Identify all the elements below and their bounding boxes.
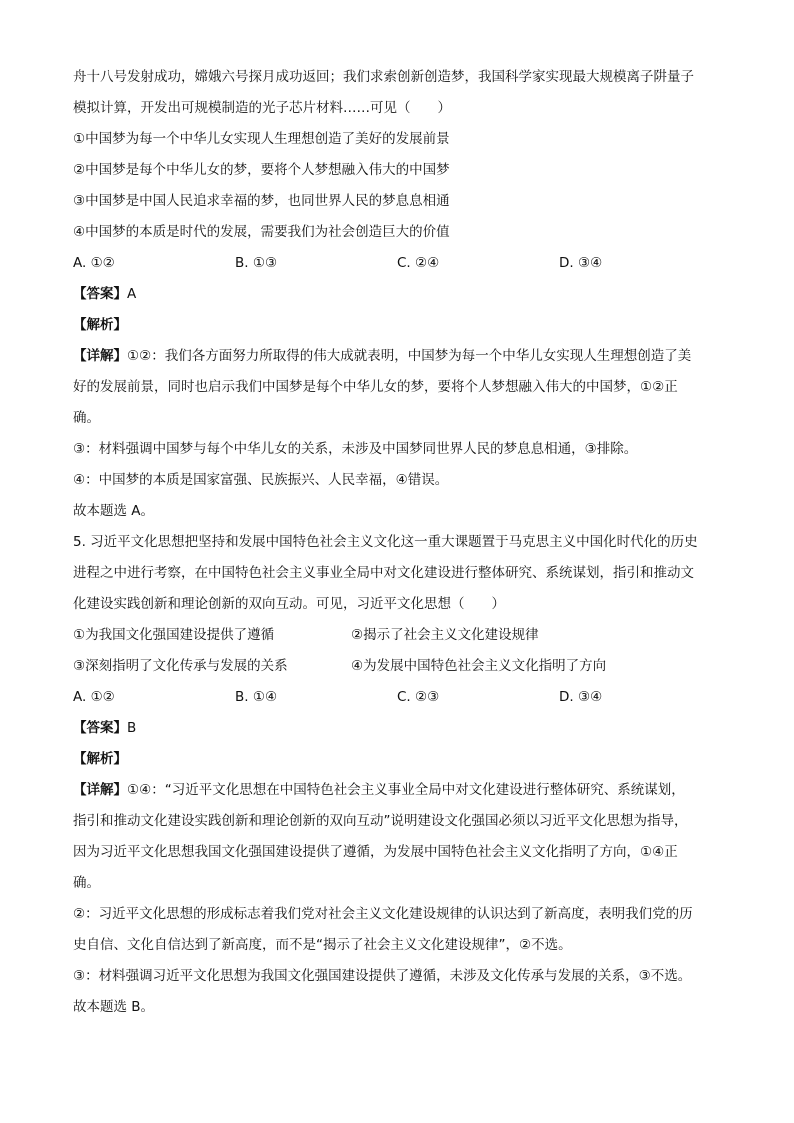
q4-analysis-heading xyxy=(73,310,725,341)
q5-answer xyxy=(73,713,725,744)
q5-stem-line-3: 化建设实践创新和理论创新的双向互动。可见，习近平文化思想（ ） xyxy=(73,596,505,612)
q5-item-2: ②揭示了社会主义文化建设规律 xyxy=(351,627,539,643)
q5-item-1: ①为我国文化强国建设提供了遵循 xyxy=(73,627,275,643)
q5-detail-line-6: 史自信、文化自信达到了新高度，而不是“揭示了社会主义文化建设规律”，②不选。 xyxy=(73,937,572,953)
q5-option-c: C. ②③ xyxy=(397,689,440,705)
q5-detail-line-3: 因为习近平文化思想我国文化强国建设提供了遵循，为发展中国特色社会主义文化指明了方向，①④正 xyxy=(73,844,678,860)
q5-stem-line-2: 进程之中进行考察，在中国特色社会主义事业全局中对文化建设进行整体研究、系统谋划，指引和推动文 xyxy=(73,565,694,581)
q4-item-3: ③中国梦是中国人民追求幸福的梦，也同世界人民的梦息息相通 xyxy=(73,193,450,209)
q5-option-b: B. ①④ xyxy=(235,689,278,705)
q5-detail-line-2: 指引和推动文化建设实践创新和理论创新的双向互动”说明建设文化强国必须以习近平文化思想为指导， xyxy=(73,813,688,829)
q4-conclusion: 故本题选 A。 xyxy=(73,503,155,519)
q4-answer-value: A xyxy=(127,286,137,302)
q5-detail-line-7: ③：材料强调习近平文化思想为我国文化强国建设提供了遵循，未涉及文化传承与发展的关系，③不选。 xyxy=(73,968,692,984)
q5-analysis-heading xyxy=(73,744,725,775)
q5-items-row-1 xyxy=(73,620,725,651)
q4-stem-line-2: 模拟计算，开发出可规模制造的光子芯片材料……可见（ ） xyxy=(73,100,451,116)
q5-detail-line-4: 确。 xyxy=(73,875,100,891)
q4-answer-tag: 【答案】 xyxy=(73,286,127,302)
q4-option-a: A. ①② xyxy=(73,255,115,271)
q4-detail-line-4: ③：材料强调中国梦与每个中华儿女的关系，未涉及中国梦同世界人民的梦息息相通，③排除。 xyxy=(73,441,638,457)
q4-analysis-tag: 【解析】 xyxy=(73,317,127,333)
q5-options xyxy=(73,682,725,713)
q4-stem-line-1: 舟十八号发射成功，嫦娥六号探月成功返回；我们求索创新创造梦，我国科学家实现最大规模离子阱量子 xyxy=(73,69,694,85)
q5-option-a: A. ①② xyxy=(73,689,115,705)
q5-item-3: ③深刻指明了文化传承与发展的关系 xyxy=(73,658,288,674)
q4-item-1: ①中国梦为每一个中华儿女实现人生理想创造了美好的发展前景 xyxy=(73,131,450,147)
q4-detail-line-3: 确。 xyxy=(73,410,100,426)
q5-option-d: D. ③④ xyxy=(559,689,603,705)
q5-stem-line-1: 5. 习近平文化思想把坚持和发展中国特色社会主义文化这一重大课题置于马克思主义中国化时代化的历史 xyxy=(73,534,698,550)
q5-item-4: ④为发展中国特色社会主义文化指明了方向 xyxy=(351,658,607,674)
q4-answer xyxy=(73,279,725,310)
q4-detail-text-1: ①②：我们各方面努力所取得的伟大成就表明，中国梦为每一个中华儿女实现人生理想创造了美 xyxy=(127,348,692,364)
q5-detail-text-1: ①④：“习近平文化思想在中国特色社会主义事业全局中对文化建设进行整体研究、系统谋划， xyxy=(127,782,685,798)
q5-detail-tag: 【详解】 xyxy=(73,782,127,798)
q4-item-4: ④中国梦的本质是时代的发展，需要我们为社会创造巨大的价值 xyxy=(73,224,450,240)
q5-answer-value: B xyxy=(127,720,137,736)
q4-option-b: B. ①③ xyxy=(235,255,278,271)
q4-options xyxy=(73,248,725,279)
q4-option-d: D. ③④ xyxy=(559,255,603,271)
q4-detail-line-5: ④：中国梦的本质是国家富强、民族振兴、人民幸福，④错误。 xyxy=(73,472,449,488)
q5-answer-tag: 【答案】 xyxy=(73,720,127,736)
q5-detail-line-1 xyxy=(73,775,725,806)
q5-analysis-tag: 【解析】 xyxy=(73,751,127,767)
q5-detail-line-5: ②：习近平文化思想的形成标志着我们党对社会主义文化建设规律的认识达到了新高度，表明我们党的历 xyxy=(73,906,693,922)
q4-option-c: C. ②④ xyxy=(397,255,440,271)
q5-items-row-2 xyxy=(73,651,725,682)
q4-detail-line-2: 好的发展前景，同时也启示我们中国梦是每个中华儿女的梦，要将个人梦想融入伟大的中国梦，①②正 xyxy=(73,379,678,395)
exam-page xyxy=(73,62,725,1023)
q4-detail-tag: 【详解】 xyxy=(73,348,127,364)
q4-detail-line-1 xyxy=(73,341,725,372)
q4-item-2: ②中国梦是每个中华儿女的梦，要将个人梦想融入伟大的中国梦 xyxy=(73,162,450,178)
q5-conclusion: 故本题选 B。 xyxy=(73,999,155,1015)
